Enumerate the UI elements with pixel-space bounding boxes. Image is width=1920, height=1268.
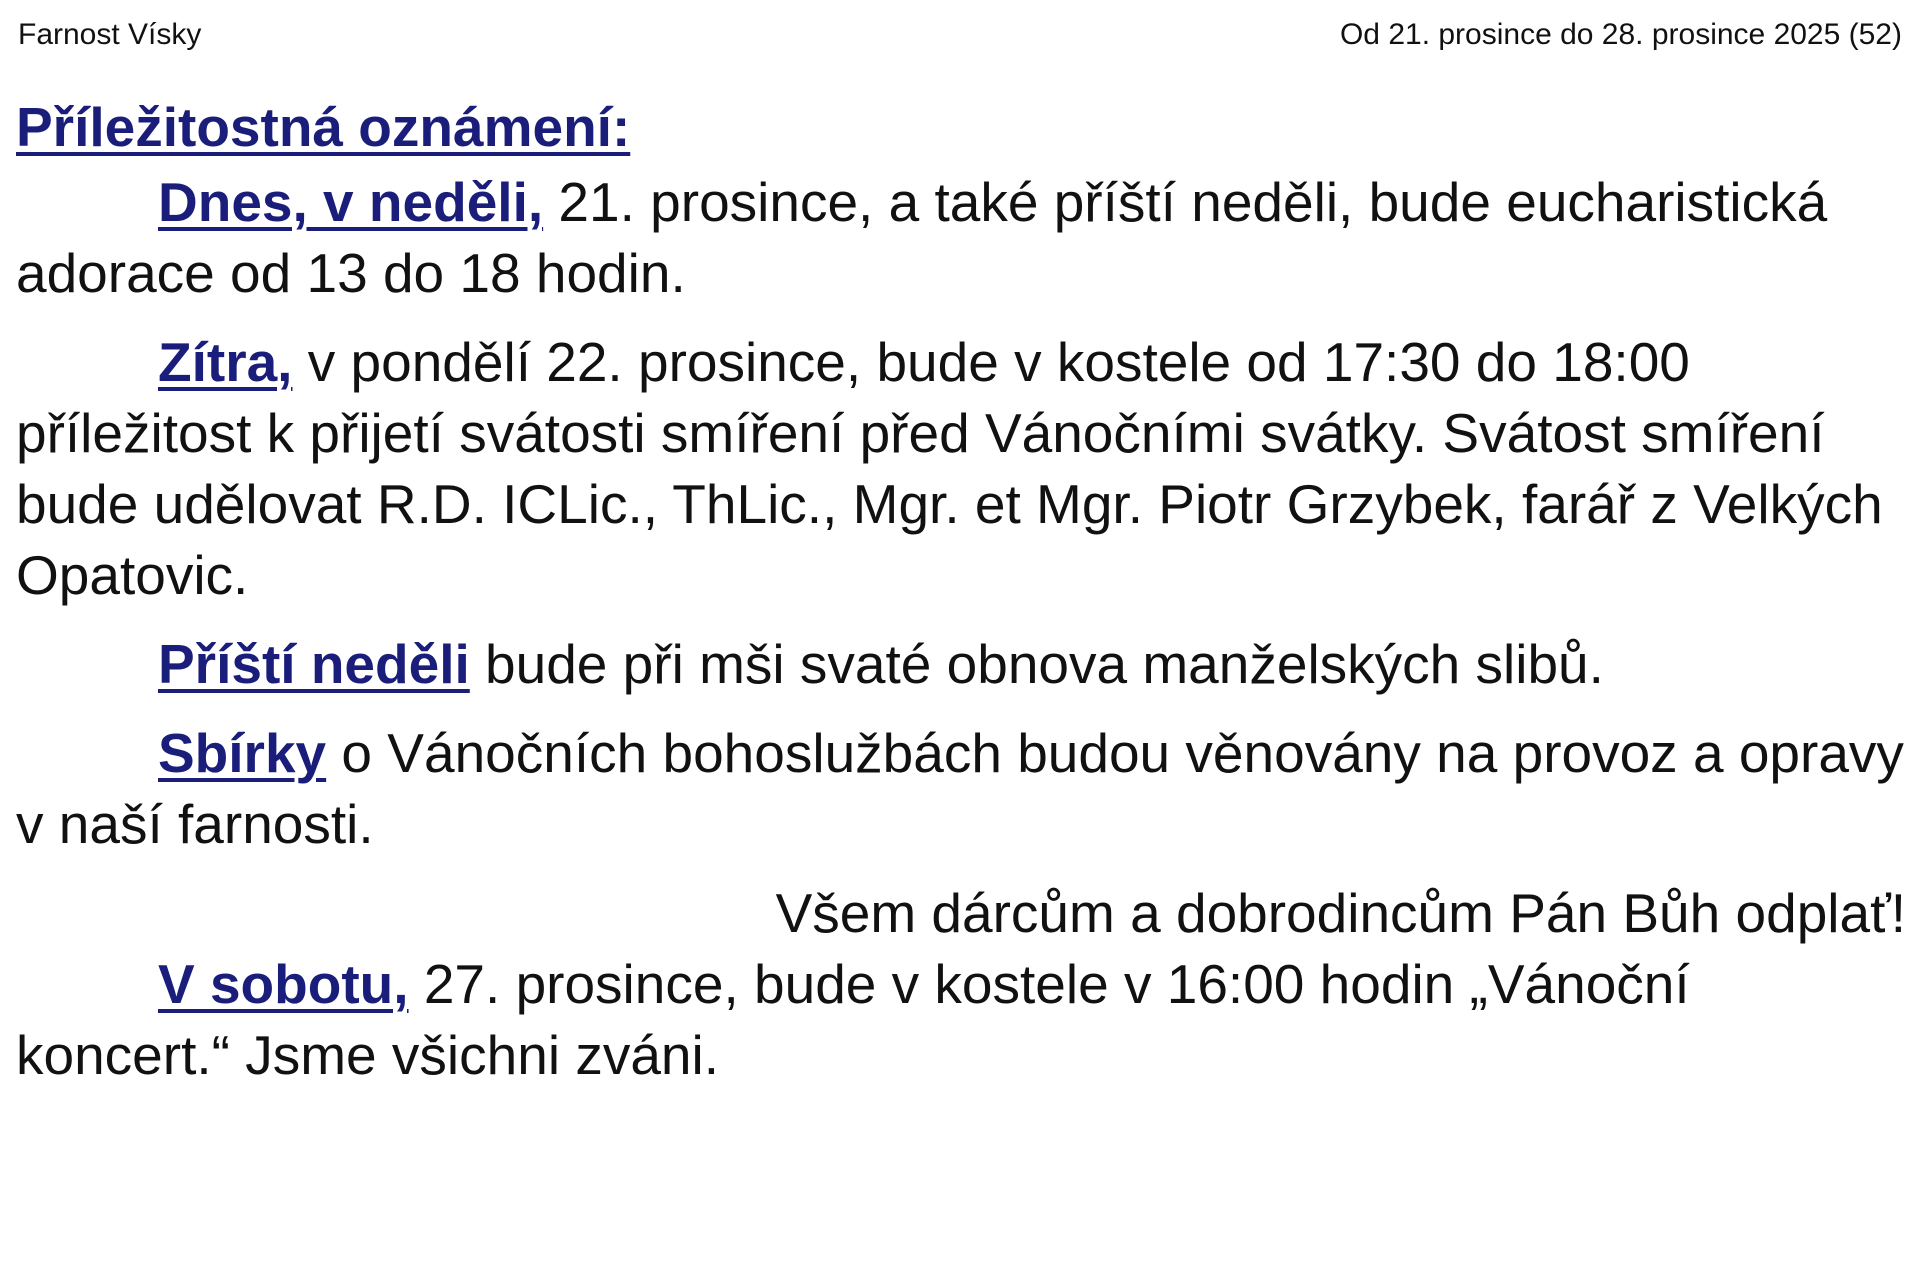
- announcement-text: bude při mši svaté obnova manželských slibů.: [469, 633, 1604, 695]
- announcement-text: o Vánočních bohoslužbách budou věnovány na provoz a opravy v naší farnosti.: [16, 722, 1904, 855]
- page-header: [18, 18, 1902, 58]
- announcement-text: 27. prosince, bude v kostele v 16:00 hodin „Vánoční koncert.“ Jsme všichni zváni.: [16, 953, 1690, 1086]
- announcement-keyword: Příští neděli: [158, 633, 470, 695]
- section-title: Příležitostná oznámení:: [16, 96, 631, 158]
- announcement-confession: [16, 327, 1906, 611]
- announcement-collections: [16, 718, 1906, 860]
- date-range: Od 21. prosince do 28. prosince 2025 (52): [1339, 18, 1902, 51]
- announcement-vows: [16, 629, 1906, 700]
- announcement-adoration: [16, 167, 1906, 309]
- parish-name: Farnost Vísky: [18, 18, 202, 51]
- announcement-keyword: Sbírky: [158, 722, 327, 784]
- announcement-concert: [16, 949, 1906, 1091]
- announcements-section: [16, 92, 1906, 1091]
- announcement-text: v pondělí 22. prosince, bude v kostele od 17:30 do 18:00 příležitost k přijetí svátosti smíření před Vánočními svátky. Svátost smíření bude udělovat R.D. ICLic., ThLic., Mgr. et Mgr. Piotr Grzybek, farář z Velkých Opatovic.: [16, 331, 1883, 606]
- announcement-keyword: Zítra,: [158, 331, 293, 393]
- thanks-line: Všem dárcům a dobrodincům Pán Bůh odplať!: [775, 882, 1906, 944]
- announcement-keyword: V sobotu,: [158, 953, 409, 1015]
- announcement-keyword: Dnes, v neděli,: [158, 171, 544, 233]
- announcement-text: 21. prosince, a také příští neděli, bude eucharistická adorace od 13 do 18 hodin.: [16, 171, 1828, 304]
